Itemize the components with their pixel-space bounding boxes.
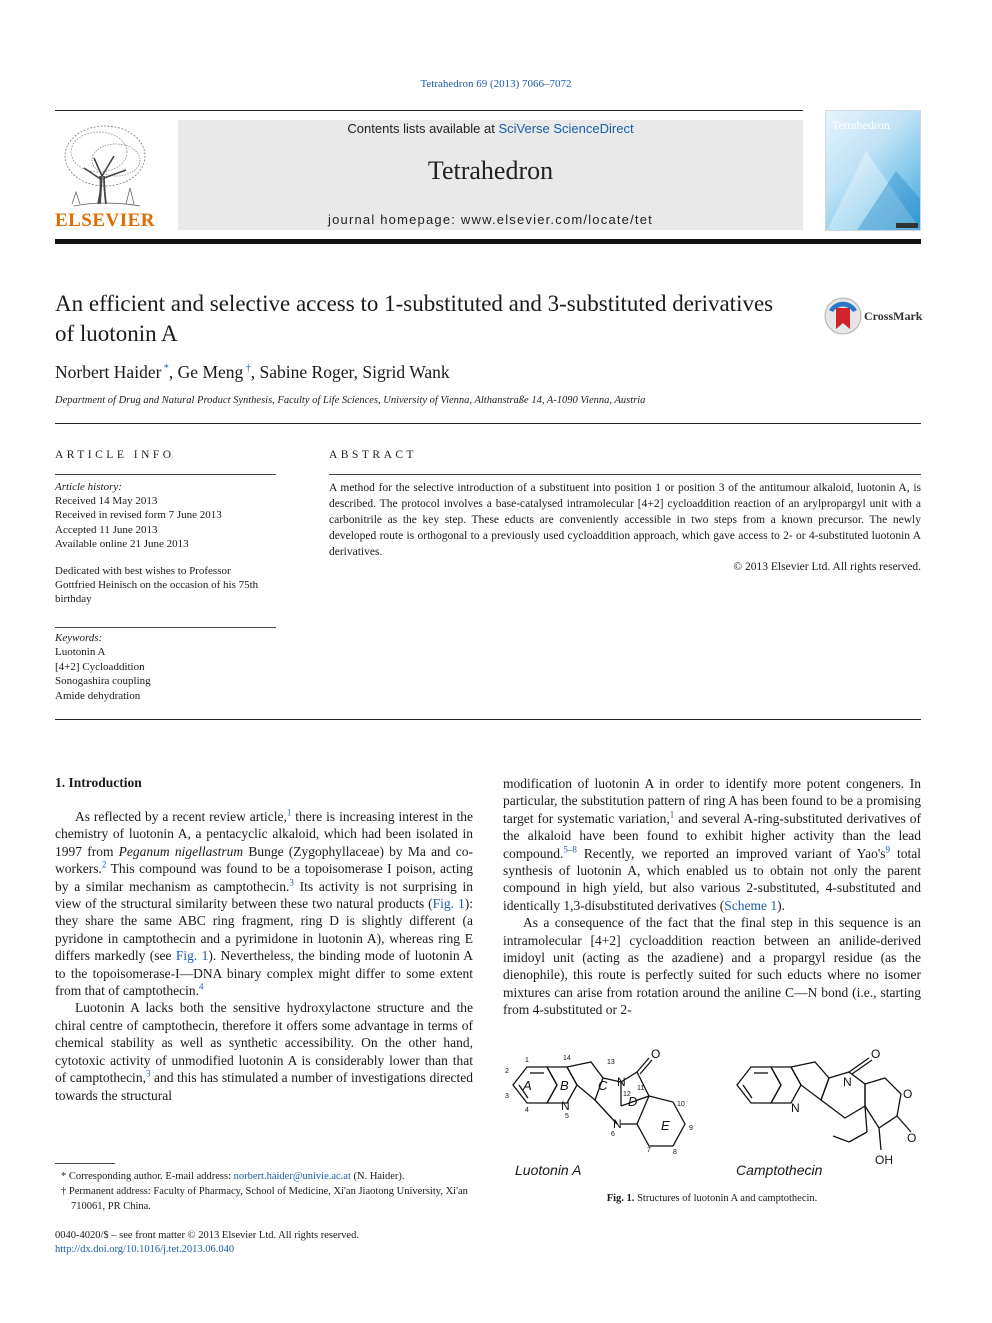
svg-text:B: B [560,1078,569,1093]
caption-text: Structures of luotonin A and camptothecin. [634,1193,818,1204]
history-item: Accepted 11 June 2013 [55,523,158,536]
front-matter-notice: 0040-4020/$ – see front matter © 2013 Elsevier Ltd. All rights reserved. [55,1230,359,1241]
svg-text:N: N [791,1101,800,1115]
paragraph: As a consequence of the fact that the final step in this sequence is an intramolecular [4+2] cycloaddition reaction between an anilide-derived imidoyl unit (acting as the azadiene) and a propargyl residue (as the dienophile), this route is perfectly suited for such educts where no isomer mixtures can arise from rotation around the aniline C—N bond (i.e., starting from 4-substituted or 2- [503,915,921,1018]
svg-text:A: A [523,1078,532,1093]
journal-citation[interactable]: Tetrahedron 69 (2013) 7066–7072 [420,78,572,90]
camptothecin-atoms [791,1047,916,1167]
history-item: Available online 21 June 2013 [55,537,189,550]
svg-text:2: 2 [505,1068,509,1075]
reference-link[interactable]: 3 [145,1068,151,1079]
article-info-heading: ARTICLE INFO [55,449,175,461]
journal-name: Tetrahedron [427,156,554,185]
svg-text:9: 9 [689,1125,693,1132]
header-thick-divider [55,239,921,244]
svg-text:O: O [871,1047,881,1061]
keywords [55,631,280,703]
footnote-divider [55,1163,115,1164]
contents-prefix: Contents lists available at [347,121,499,136]
svg-text:O: O [651,1047,661,1061]
affiliation-divider [55,423,921,424]
svg-text:8: 8 [673,1149,677,1156]
contents-line [178,121,803,136]
svg-text:4: 4 [525,1107,529,1114]
svg-text:1: 1 [525,1057,529,1064]
svg-text:13: 13 [607,1059,615,1066]
dedication: Dedicated with best wishes to Professor Gottfried Heinisch on the occasion of his 75th birthday [55,565,259,606]
keyword-item: [4+2] Cycloaddition [55,660,145,673]
author-list: Norbert Haider *, Ge Meng †, Sabine Roger, Sigrid Wank [55,362,450,382]
svg-text:O: O [907,1131,917,1145]
reference-link[interactable]: 2 [101,859,107,870]
history-label: Article history: [55,481,122,493]
author-name[interactable]: Sigrid Wank [362,362,450,382]
affiliation: Department of Drug and Natural Product Synthesis, Faculty of Life Sciences, University of Vienna, Althanstraße 14, A-1090 Vienna, Austria [55,395,646,406]
sciencedirect-link[interactable]: SciVerse ScienceDirect [498,121,634,136]
keyword-item: Sonogashira coupling [55,675,151,688]
svg-text:N: N [617,1075,626,1089]
cover-title: Tetrahedron [832,118,890,132]
author-mark: † [245,363,251,375]
ring-labels [522,1078,670,1133]
svg-text:N: N [613,1117,622,1131]
luotonin-a-structure [513,1049,685,1146]
svg-text:3: 3 [505,1093,509,1100]
camptothecin-structure [737,1058,911,1150]
keywords-divider [55,627,276,628]
header-divider [55,110,803,111]
svg-text:D: D [628,1094,638,1109]
svg-text:O: O [903,1087,913,1101]
footnotes [55,1169,473,1214]
reference-link[interactable]: 9 [885,844,891,855]
author-name[interactable]: Ge Meng [177,362,244,382]
caption-label: Fig. 1. [606,1193,635,1204]
svg-text:N: N [561,1099,570,1113]
journal-cover-image[interactable] [825,110,921,231]
article-title: An efficient and selective access to 1-substituted and 3-substituted derivatives of luotonin A [55,291,774,346]
figure-label-luotonin: Luotonin A [515,1162,582,1178]
svg-text:N: N [843,1075,852,1089]
history-item: Received 14 May 2013 [55,495,158,508]
species-name: Peganum nigellastrum [118,843,244,859]
abstract-heading: ABSTRACT [329,449,418,461]
reference-link[interactable]: 1 [669,809,675,820]
history-item: Received in revised form 7 June 2013 [55,509,222,522]
svg-text:12: 12 [623,1091,631,1098]
paragraph: As reflected by a recent review article,$^1$ there is increasing interest in the chemistry of luotonin A, a pentacyclic alkaloid, which had been isolated in 1997 from Peganum nigellastrum Bunge (Zygophyllaceae) by Ma and co-workers.$^2$ This compound was found to be a topoisomerase I poison, acting by a similar mechanism as camptothecin.$^3$ Its activity is not surprising in view of the structural similarity between these two natural products (Fig. 1): they share the same ABC ring fragment, ring D is slightly different (a pyridone in camptothecin and a pyrimidone in luotonin A), whereas ring E differs markedly (see Fig. 1). Nevertheless, the binding mode of luotonin A to the topoisomerase-I—DNA binary complex might differ to some extent from that of camptothecin.$^4$ [55,807,474,999]
author-name[interactable]: Norbert Haider [55,362,162,382]
abstract-divider [329,474,921,475]
svg-text:5: 5 [565,1113,569,1120]
journal-homepage-link[interactable]: journal homepage: www.elsevier.com/locate/tet [328,212,653,227]
reference-link[interactable]: 5–8 [563,844,577,855]
figure-label-camptothecin: Camptothecin [736,1162,823,1178]
svg-text:C: C [598,1078,608,1093]
body-divider [55,719,921,720]
svg-text:E: E [661,1118,670,1133]
abstract-text: A method for the selective introduction of a substituent into position 1 or position 3 of the antitumour alkaloid, luotonin A, is described. The protocol involves a base-catalysed intramolecular [4+2] cycloaddition reaction of an arylpropargyl unit with a carbonitrile as the key step. These educts are conveniently accessible in two steps from a known precursor. The newly developed route is orthogonal to a previously used cycloaddition approach, which gave access to 2- or 4-substituted luotonin A derivatives. [329,482,921,558]
author-name[interactable]: Sabine Roger [259,362,354,382]
svg-text:14: 14 [563,1055,571,1062]
svg-text:6: 6 [611,1131,615,1138]
article-history [55,480,280,551]
reference-link[interactable]: 3 [289,877,294,888]
body-column-left [55,808,473,1104]
publisher-name: ELSEVIER [54,210,156,231]
paragraph: modification of luotonin A in order to identify more potent congeners. In particular, the substitution pattern of ring A has been found to be a promising target for systematic variation,$^1$ and several A-ring-substituted derivatives of the alkaloid have been found to exhibit higher activity than the lead compound.$^{5-8}$ Recently, we reported an improved variant of $Yao's^9$ total synthesis of luotonin A, which enabled us to obtain not only the parent compound in high yield, but also various 2-substituted, 4-substituted and identically 1,3-disubstituted derivatives (Scheme 1). [503,776,922,913]
keyword-item: Luotonin A [55,646,106,659]
svg-text:10: 10 [677,1101,685,1108]
svg-text:7: 7 [647,1147,651,1154]
email-link[interactable]: norbert.haider@univie.ac.at [233,1171,351,1182]
cover-graphic-icon [826,111,921,231]
abstract-copyright: © 2013 Elsevier Ltd. All rights reserved. [733,561,921,573]
body-column-right [503,775,921,1019]
svg-text:OH: OH [875,1153,893,1167]
reference-link[interactable]: 4 [198,981,204,992]
front-matter [55,1229,359,1257]
figure-link[interactable]: Fig. 1 [432,896,465,912]
crossmark-label[interactable]: CrossMark [864,309,923,323]
section-heading-introduction: 1. Introduction [55,775,142,790]
scheme-link[interactable]: Scheme 1 [724,897,778,913]
footnote-corresponding: * Corresponding author. E-mail address: norbert.haider@univie.ac.at (N. Haider). [61,1171,405,1182]
article-info-divider [55,474,276,475]
figure-link[interactable]: Fig. 1 [175,948,209,964]
svg-text:11: 11 [637,1085,645,1092]
paragraph: Luotonin A lacks both the sensitive hydroxylactone structure and the chiral centre of camptothecin, therefore it offers some advantage in terms of chemical stability as well as synthetic accessibility. On the other hand, cytotoxic activity of unmodified luotonin A is considerably lower than that of camptothecin,$^3$ and this has stimulated a number of investigations directed towards the structural [55,1000,474,1103]
atom-numbers [505,1055,693,1156]
figure-caption [503,1193,921,1204]
keywords-label: Keywords: [55,632,103,644]
author-mark: * [163,363,169,375]
doi-link[interactable]: http://dx.doi.org/10.1016/j.tet.2013.06.040 [55,1244,235,1255]
keyword-item: Amide dehydration [55,689,141,702]
reference-link[interactable]: 1 [286,807,292,818]
footnote-address: † Permanent address: Faculty of Pharmacy, School of Medicine, Xi'an Jiaotong University, Xi'an 710061, PR China. [61,1186,468,1212]
